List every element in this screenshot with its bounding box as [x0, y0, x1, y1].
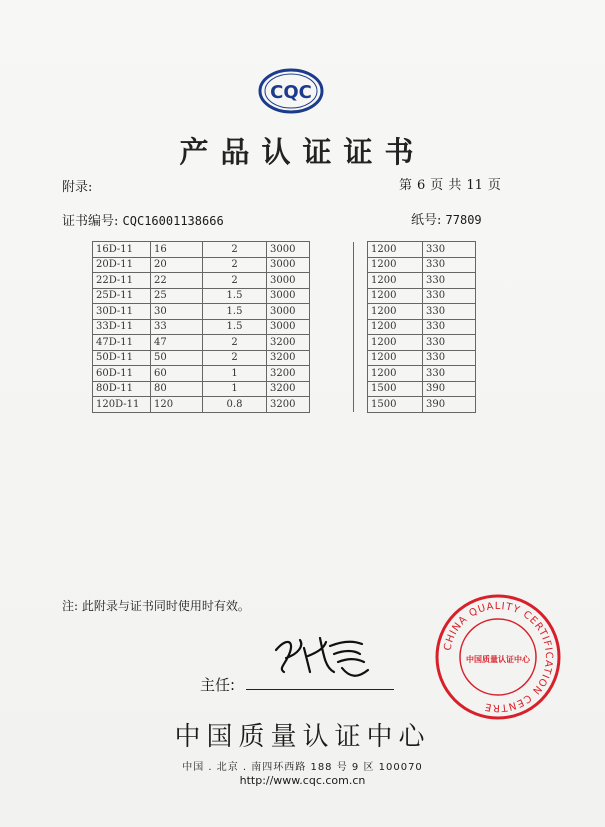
address: 中国 . 北京 . 南四环西路 188 号 9 区 100070: [182, 762, 423, 773]
table-cell: 30: [151, 304, 203, 320]
table-cell: [310, 381, 354, 397]
table-row: [93, 288, 476, 304]
table-cell: [354, 319, 368, 335]
table-cell: 50D-11: [93, 350, 151, 366]
table-cell: [310, 288, 354, 304]
table-cell: 2: [203, 242, 267, 258]
logo-text: CQC: [270, 82, 312, 103]
table-cell: 3000: [267, 257, 310, 273]
table-cell: [354, 381, 368, 397]
table-cell: [310, 397, 354, 413]
table-cell: 1200: [368, 335, 423, 351]
table-cell: 330: [423, 335, 476, 351]
table-cell: [354, 242, 368, 258]
table-cell: 16: [151, 242, 203, 258]
table-cell: 1200: [368, 350, 423, 366]
table-cell: 1200: [368, 242, 423, 258]
table-row: [93, 319, 476, 335]
table-cell: [354, 257, 368, 273]
table-row: [93, 242, 476, 258]
table-cell: 2: [203, 257, 267, 273]
table-cell: 1.5: [203, 319, 267, 335]
table-cell: [310, 257, 354, 273]
table-cell: 47D-11: [93, 335, 151, 351]
table-cell: [354, 366, 368, 382]
table-cell: 3000: [267, 288, 310, 304]
table-row: [93, 350, 476, 366]
table-cell: 330: [423, 288, 476, 304]
director-signature: [264, 628, 374, 688]
table-cell: 3000: [267, 319, 310, 335]
table-cell: 33: [151, 319, 203, 335]
table-cell: 16D-11: [93, 242, 151, 258]
table-cell: 120: [151, 397, 203, 413]
table-cell: 25D-11: [93, 288, 151, 304]
table-cell: 50: [151, 350, 203, 366]
table-cell: 30D-11: [93, 304, 151, 320]
table-cell: 330: [423, 273, 476, 289]
table-cell: [310, 366, 354, 382]
table-cell: 330: [423, 366, 476, 382]
table-row: [93, 257, 476, 273]
table-cell: 1200: [368, 304, 423, 320]
table-cell: 1: [203, 366, 267, 382]
signature-line: [246, 689, 394, 690]
page-info: 第 6 页 共 11 页: [399, 178, 501, 193]
organization-name: 中国质量认证中心: [174, 722, 431, 752]
table-cell: 1500: [368, 381, 423, 397]
table-cell: 1200: [368, 319, 423, 335]
table-cell: 3000: [267, 242, 310, 258]
seal-ring-text: CHINA QUALITY CERTIFICATION CENTRE: [442, 600, 555, 714]
validity-note: 注: 此附录与证书同时使用时有效。: [62, 599, 250, 613]
table-cell: 80: [151, 381, 203, 397]
page-title: 产品认证证书: [179, 135, 426, 169]
table-cell: 20: [151, 257, 203, 273]
table-cell: 3200: [267, 350, 310, 366]
table-cell: 1200: [368, 273, 423, 289]
table-cell: 20D-11: [93, 257, 151, 273]
table-cell: [310, 304, 354, 320]
table-cell: [354, 304, 368, 320]
table-cell: 2: [203, 350, 267, 366]
table-cell: 1.5: [203, 304, 267, 320]
table-cell: 2: [203, 335, 267, 351]
table-cell: [354, 273, 368, 289]
table-cell: 3000: [267, 273, 310, 289]
table-cell: 80D-11: [93, 381, 151, 397]
director-label: 主任:: [200, 676, 236, 694]
table-cell: [310, 350, 354, 366]
table-row: [93, 366, 476, 382]
table-cell: [310, 242, 354, 258]
table-cell: 60D-11: [93, 366, 151, 382]
table-cell: [310, 273, 354, 289]
table-cell: 390: [423, 381, 476, 397]
table-cell: 1200: [368, 288, 423, 304]
table-row: [93, 397, 476, 413]
table-cell: 330: [423, 350, 476, 366]
table-cell: 3200: [267, 397, 310, 413]
table-cell: 3200: [267, 335, 310, 351]
table-cell: 1.5: [203, 288, 267, 304]
spec-table: [92, 241, 476, 413]
table-cell: 1500: [368, 397, 423, 413]
table-cell: 3000: [267, 304, 310, 320]
table-cell: [310, 335, 354, 351]
table-cell: [354, 335, 368, 351]
table-cell: 1200: [368, 257, 423, 273]
table-row: [93, 304, 476, 320]
table-cell: 22D-11: [93, 273, 151, 289]
seal-center-text: 中国质量认证中心: [466, 655, 530, 664]
table-cell: 330: [423, 242, 476, 258]
table-row: [93, 335, 476, 351]
website-url: http://www.cqc.com.cn: [239, 774, 366, 787]
table-cell: 120D-11: [93, 397, 151, 413]
table-cell: 0.8: [203, 397, 267, 413]
table-cell: 390: [423, 397, 476, 413]
table-row: [93, 381, 476, 397]
table-cell: 33D-11: [93, 319, 151, 335]
table-cell: 2: [203, 273, 267, 289]
table-cell: 25: [151, 288, 203, 304]
table-cell: 3200: [267, 381, 310, 397]
annex-label: 附录:: [62, 180, 93, 195]
certificate-number: 证书编号: CQC16001138666: [62, 214, 224, 229]
table-cell: 330: [423, 319, 476, 335]
table-cell: [354, 288, 368, 304]
table-cell: [354, 350, 368, 366]
table-cell: [354, 397, 368, 413]
table-cell: 330: [423, 257, 476, 273]
table-cell: 1200: [368, 366, 423, 382]
table-cell: 330: [423, 304, 476, 320]
table-row: [93, 273, 476, 289]
table-cell: 22: [151, 273, 203, 289]
table-cell: [310, 319, 354, 335]
table-cell: 60: [151, 366, 203, 382]
cqc-logo: [258, 68, 324, 114]
table-cell: 1: [203, 381, 267, 397]
paper-number: 纸号: 77809: [411, 213, 482, 228]
table-cell: 3200: [267, 366, 310, 382]
table-cell: 47: [151, 335, 203, 351]
official-seal: [433, 592, 563, 722]
